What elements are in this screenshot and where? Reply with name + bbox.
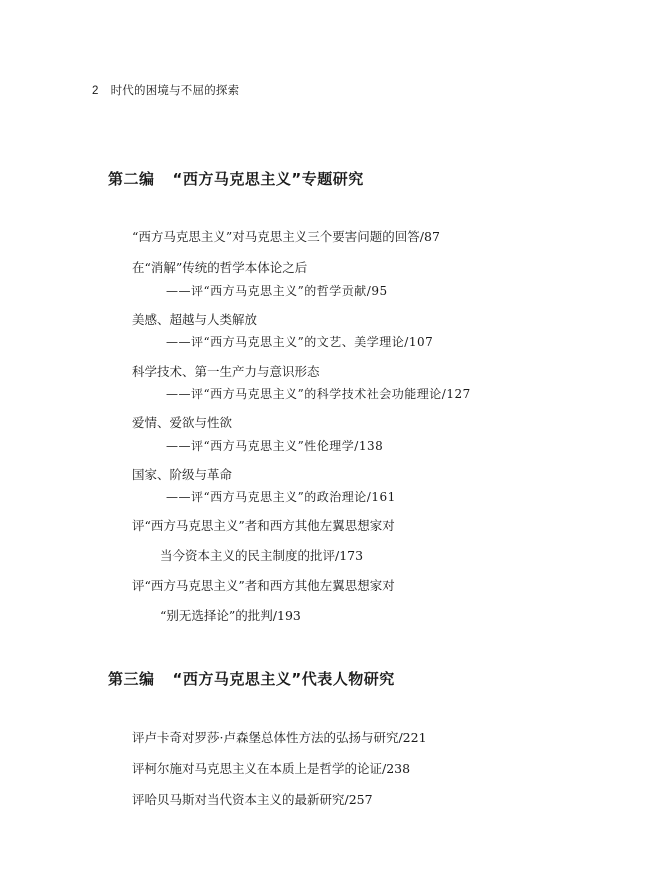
section-label: 第二编 (108, 170, 155, 188)
section-title: “西方马克思主义”专题研究 (172, 170, 364, 188)
toc-entry-subtitle[interactable]: ——评“西方马克思主义”的哲学贡献/95 (166, 284, 388, 298)
toc-entry-subtitle[interactable]: ——评“西方马克思主义”的科学技术社会功能理论/127 (166, 387, 471, 401)
section-title: “西方马克思主义”代表人物研究 (172, 670, 395, 688)
toc-entry[interactable]: 评柯尔施对马克思主义在本质上是哲学的论证/238 (132, 761, 411, 776)
toc-entry[interactable]: 科学技术、第一生产力与意识形态 (132, 364, 320, 379)
toc-entry-subtitle[interactable]: ——评“西方马克思主义”性伦理学/138 (166, 439, 384, 453)
toc-entry-continuation[interactable]: “别无选择论”的批判/193 (160, 608, 301, 623)
toc-entry[interactable]: 美感、超越与人类解放 (132, 312, 258, 327)
toc-entry[interactable]: 评哈贝马斯对当代资本主义的最新研究/257 (132, 792, 373, 807)
section-heading-3 (108, 668, 395, 689)
toc-entry[interactable]: 评“西方马克思主义”者和西方其他左翼思想家对 (132, 578, 395, 593)
toc-entry[interactable]: 在“消解”传统的哲学本体论之后 (132, 260, 308, 275)
toc-entry[interactable]: 爱情、爱欲与性欲 (132, 415, 233, 430)
book-title: 时代的困境与不屈的探索 (110, 83, 240, 97)
toc-entry-continuation[interactable]: 当今资本主义的民主制度的批评/173 (160, 548, 364, 563)
toc-entry-subtitle[interactable]: ——评“西方马克思主义”的文艺、美学理论/107 (166, 335, 434, 349)
section-heading-2 (108, 168, 364, 189)
toc-entry[interactable]: “西方马克思主义”对马克思主义三个要害问题的回答/87 (132, 229, 440, 244)
toc-entry[interactable]: 国家、阶级与革命 (132, 467, 233, 482)
toc-entry[interactable]: 评卢卡奇对罗莎·卢森堡总体性方法的弘扬与研究/221 (132, 730, 427, 745)
toc-entry-subtitle[interactable]: ——评“西方马克思主义”的政治理论/161 (166, 490, 396, 504)
running-header (92, 82, 239, 98)
section-label: 第三编 (108, 670, 155, 688)
toc-entry[interactable]: 评“西方马克思主义”者和西方其他左翼思想家对 (132, 518, 395, 533)
page-number: 2 (92, 85, 99, 97)
